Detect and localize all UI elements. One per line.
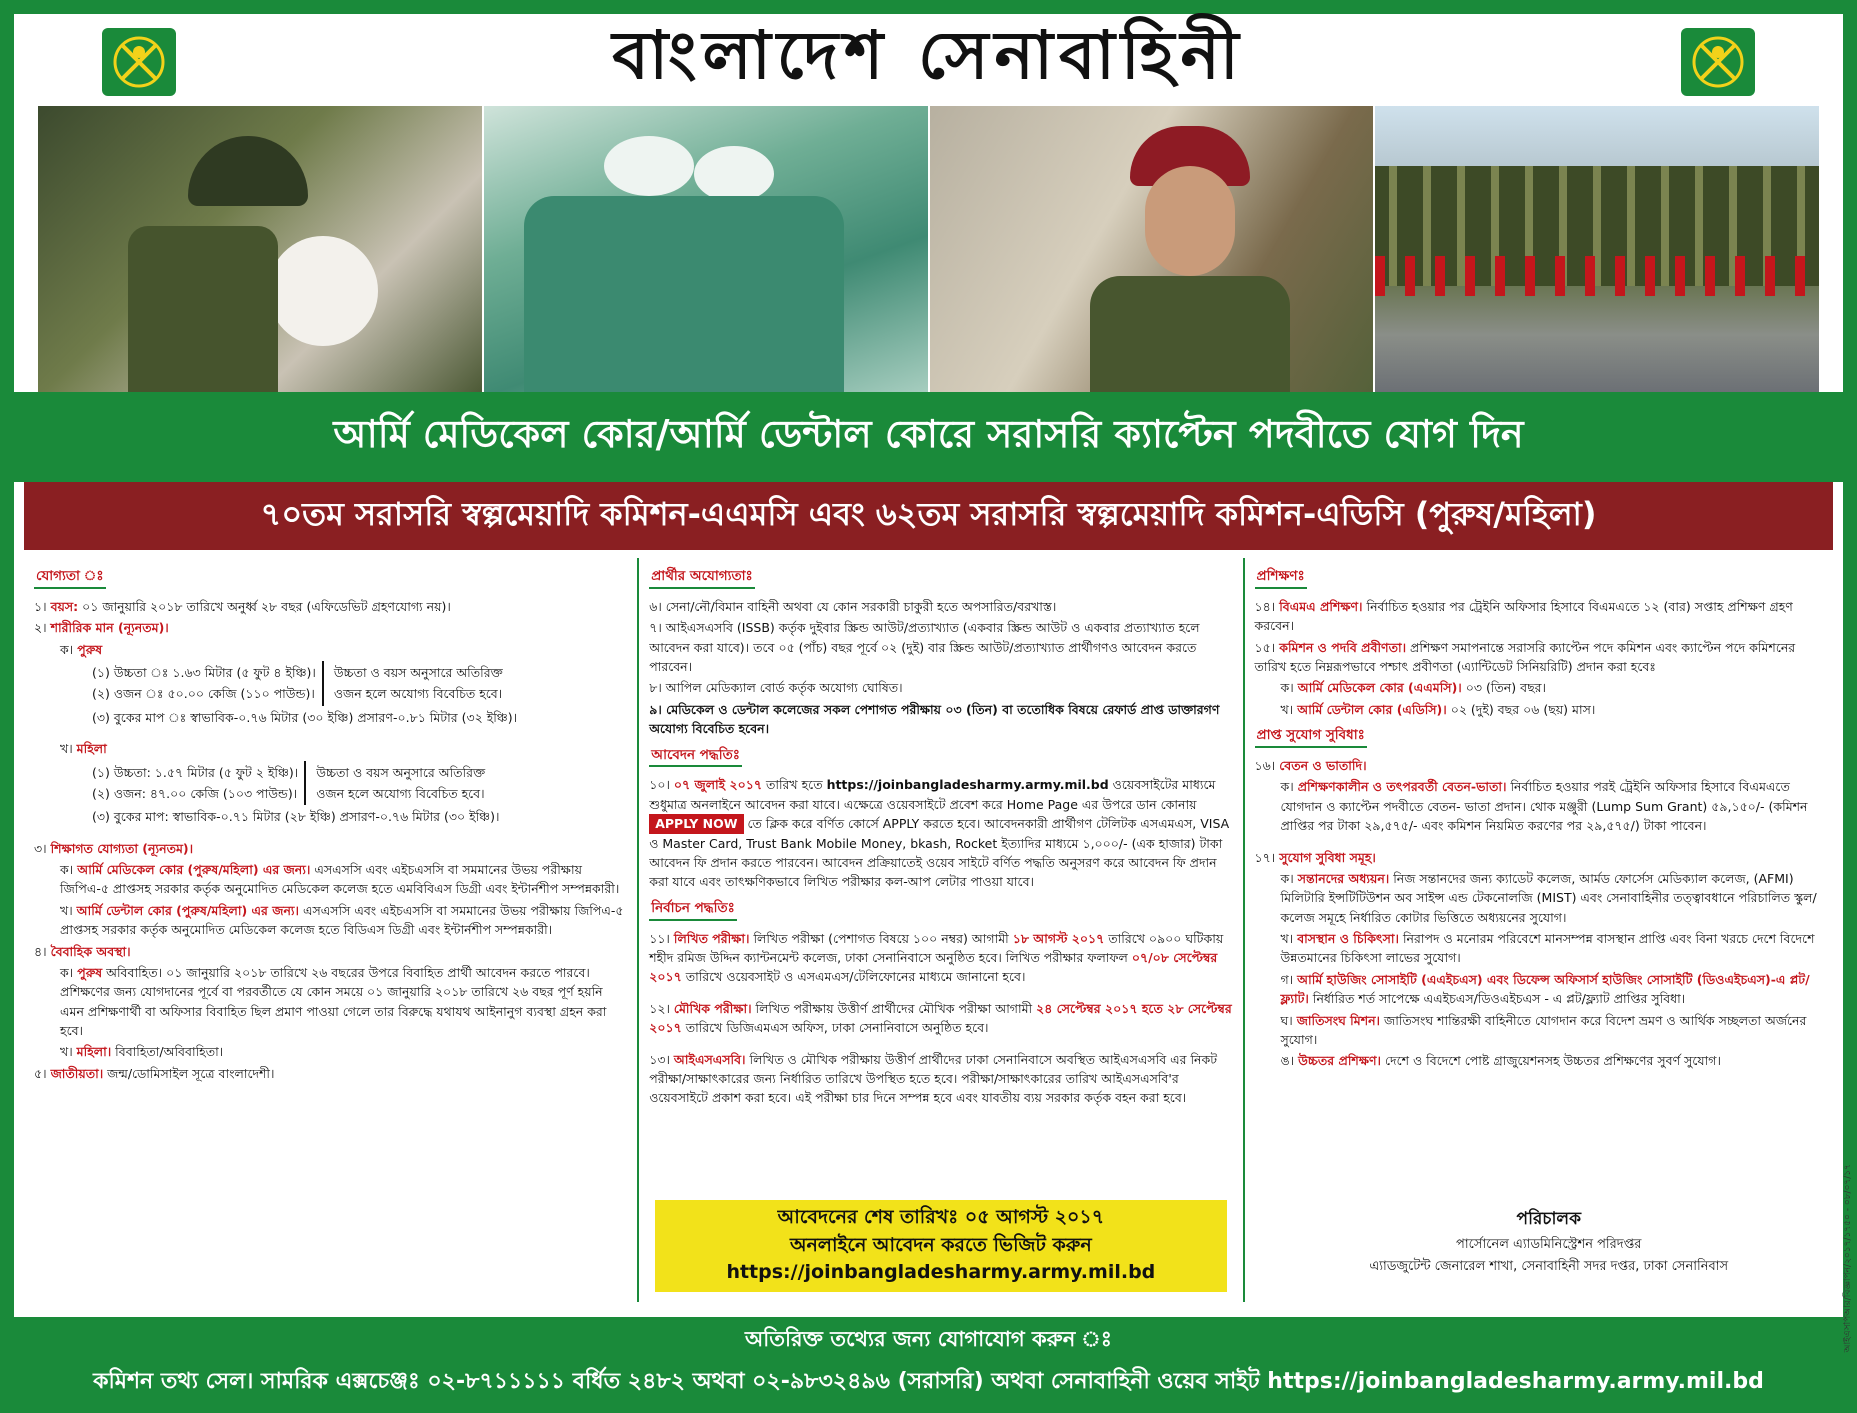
section-heading: প্রাপ্ত সুযোগ সুবিধাঃ [1255, 725, 1367, 748]
female-note: ওজন হলে অযোগ্য বিবেচিত হবে। [316, 785, 485, 801]
sub-title: আর্মি মেডিকেল কোর/আর্মি ডেন্টাল কোরে সরাসরি ক্যাপ্টেন পদবীতে যোগ দিন [333, 412, 1524, 456]
footer-contact-line: কমিশন তথ্য সেল। সামরিক এক্সচেঞ্জঃ ০২-৮৭১১১১১ বর্ধিত ২৪৮২ অথবা ০২-৯৮৩২৪৯৬ (সরাসরি) অথবা সেনাবাহিনী ওয়েব সাইট https://joinbangladesharmy.army.mil.bd [93, 1369, 1764, 1394]
female-chest: (৩) বুকের মাপ: স্বাভাবিক-০.৭১ মিটার (২৮ ইঞ্চি) প্রসারণ-০.৭৬ মিটার (৩০ ইঞ্চি)। [92, 809, 500, 825]
viva-exam: ১২। মৌখিক পরীক্ষা। লিখিত পরীক্ষায় উত্তীর্ণ প্রার্থীদের মৌখিক পরীক্ষা আগামী ২৪ সেপ্টেম্বর ২০১৭ হতে ২৮ সেপ্টেম্বর ২০১৭ তারিখে ডিজিএমএস অফিস, ঢাকা সেনানিবাসে অনুষ্ঠিত হবে। [649, 1000, 1232, 1036]
photo-parade [1375, 106, 1819, 392]
signature-block [1285, 1205, 1813, 1278]
item-marital: ৪। বৈবাহিক অবস্থা। [34, 943, 131, 959]
marital-female: খ। মহিলা। বিবাহিতা/অবিবাহিতা। [60, 1044, 224, 1060]
salary-item: ক। প্রশিক্ষণকালীন ও তৎপরবর্তী বেতন-ভাতা। নির্বাচিত হওয়ার পরই ট্রেইনি অফিসার হিসাবে বিএমএতে যোগদান ও ক্যাপ্টেন পদবীতে বেতন- ভাতা প্রদান। থোক মঞ্জুরী (Lump Sum Grant) ৫৯,১৫০/- (কমিশন প্রাপ্তির পর টাকা ২৯,৫৭৫/- এবং কমিশন নিয়মিত করণের পর ২৯,৫৭৫/) টাকা পাবেন। [1280, 779, 1808, 834]
section-heading: নির্বাচন পদ্ধতিঃ [649, 898, 737, 921]
qualification-column [24, 558, 639, 1302]
deadline-box [655, 1200, 1226, 1292]
photo-strip [38, 106, 1819, 392]
section-heading: আবেদন পদ্ধতিঃ [649, 745, 742, 768]
footer-heading: অতিরিক্ত তথ্যের জন্য যোগাযোগ করুন ঃ [745, 1327, 1112, 1351]
website-link[interactable]: https://joinbangladesharmy.army.mil.bd [826, 777, 1109, 793]
army-emblem-icon [1681, 28, 1755, 96]
item-physical: ২। শারীরিক মান (ন্যূনতম)। [34, 620, 169, 636]
issb-exam: ১৩। আইএসএসবি। লিখিত ও মৌখিক পরীক্ষায় উত্তীর্ণ প্রার্থীদের ঢাকা সেনানিবাসে অবস্থিত আইএসএসবি এর নিকট পরীক্ষা/সাক্ষাৎকারের জন্য নির্ধারিত তারিখে উপস্থিত হতে হবে। পরীক্ষা/সাক্ষাৎকারের তারিখ আইএসএসবি'র ওয়েবসাইটে প্রকাশ করা হবে। এই পরীক্ষা চার দিনে সম্পন্ন হবে এবং যাবতীয় ব্যয় সরকার কর্তৃক বহন করা হবে। [649, 1051, 1218, 1106]
education-amc: ক। আর্মি মেডিকেল কোর (পুরুষ/মহিলা) এর জন্য। এসএসসি এবং এইচএসসি বা সমমানের উভয় পরীক্ষায় জিপিএ-৫ প্রাপ্তসহ সরকার কর্তৃক অনুমোদিত মেডিকেল কলেজ হতে এমবিবিএস ডিগ্রী এবং ইন্টার্নশীপ সম্পন্নকারী। [60, 862, 620, 897]
section-heading: প্রশিক্ষণঃ [1255, 566, 1307, 589]
item-age: ১। বয়স: ০১ জানুয়ারি ২০১৮ তারিখে অনুর্ধ্ব ২৮ বছর (এফিডেভিট গ্রহণযোগ্য নয়)। [34, 598, 451, 614]
female-standards [34, 761, 627, 806]
facility-item: গ। আর্মি হাউজিং সোসাইটি (এএইচএস) এবং ডিফেন্স অফিসার্স হাউজিং সোসাইটি (ডিওএইচএস)-এ প্লট/ফ্ল্যাট। নির্ধারিত শর্ত সাপেক্ষে এএইচএস/ডিওএইচএস - এ প্লট/ফ্ল্যাট প্রাপ্তির সুবিধা। [1280, 971, 1810, 1007]
marital-male: ক। পুরুষ অবিবাহিত। ০১ জানুয়ারি ২০১৮ তারিখে ২৬ বছরের উপরে বিবাহিত প্রার্থী আবেদন করতে পারবে। প্রশিক্ষণের জন্য যোগদানের পূর্বে বা পরবর্তীতে যে কোন সময়ে ০১ জানুয়ারি ২০১৮ তারিখে ২৬ বছর পূর্ণ হয়নি এমন প্রশিক্ষণার্থী বা অফিসার বিবাহিত ছিল প্রমাণ পাওয়া গেলে তার বিরুদ্ধে যথাযথ আইনানুগ ব্যবস্থা গ্রহন করা হবে। [60, 964, 607, 1039]
male-height: (১) উচ্চতা ঃ ১.৬৩ মিটার (৫ ফুট ৪ ইঞ্চি)। [92, 665, 316, 681]
photo-surgery [484, 106, 928, 392]
male-note: উচ্চতা ও বয়স অনুসারে অতিরিক্ত [333, 665, 503, 681]
item-education: ৩। শিক্ষাগত যোগ্যতা (ন্যূনতম)। [34, 840, 194, 856]
seniority-amc: ক। আর্মি মেডিকেল কোর (এএমসি)। ০৩ (তিন) বছর। [1280, 680, 1546, 696]
section-heading: যোগ্যতা ঃ [34, 566, 106, 589]
written-exam: ১১। লিখিত পরীক্ষা। লিখিত পরীক্ষা (পেশাগত বিষয়ে ১০০ নম্বর) আগামী ১৮ আগস্ট ২০১৭ তারিখে ০৯০০ ঘটিকায় শহীদ রমিজ উদ্দিন ক্যান্টনমেন্ট কলেজ, ঢাকা সেনানিবাসে অনুষ্ঠিত হবে। লিখিত পরীক্ষার ফলাফল ০৭/০৮ সেপ্টেম্বর ২০১৭ তারিখে ওয়েবসাইট ও এসএমএস/টেলিফোনের মাধ্যমে জানানো হবে। [649, 930, 1224, 985]
disqualification-item: ৯। মেডিকেল ও ডেন্টাল কলেজের সকল পেশাগত পরীক্ষায় ০৩ (তিন) বা ততোধিক বিষয়ে রেফার্ড প্রাপ্ত ডাক্তারগণ অযোগ্য বিবেচিত হবেন। [649, 701, 1220, 737]
salary-heading: ১৬। বেতন ও ভাতাদি। [1254, 758, 1367, 774]
item-nationality: ৫। জাতীয়তা। জন্ম/ডোমিসাইল সূত্রে বাংলাদেশী। [34, 1065, 275, 1081]
deadline-link[interactable]: https://joinbangladesharmy.army.mil.bd [726, 1261, 1156, 1284]
facilities-heading: ১৭। সুযোগ সুবিধা সমূহ। [1254, 849, 1376, 865]
seniority-adc: খ। আর্মি ডেন্টাল কোর (এডিসি)। ০২ (দুই) বছর ০৬ (ছয়) মাস। [1280, 701, 1596, 717]
deadline-visit: অনলাইনে আবেদন করতে ভিজিট করুন [790, 1233, 1092, 1256]
apply-procedure: ১০। ০৭ জুলাই ২০১৭ তারিখ হতে https://joinbangladesharmy.army.mil.bd ওয়েবসাইটের মাধ্যমে শুধুমাত্র অনলাইনে আবেদন করা যাবে। এক্ষেত্রে ওয়েবসাইটে প্রবেশ করে Home Page এর উপরে ডান কোনায় APPLY NOW তে ক্লিক করে বর্ণিত কোর্সে APPLY করতে হবে। আবেদনকারী প্রার্থীগণ টেলিটক এসএমএস, VISA ও Master Card, Trust Bank Mobile Money, bkash, Rocket ইত্যাদির মাধ্যমে ১,০০০/- (এক হাজার) টাকা আবেদন ফি প্রদান করতে পারবেন। আবেদন প্রক্রিয়াতেই ওয়েব সাইটে বর্ণিত পদ্ধতি অনুসরণ করে আবেদন ফি প্রদান করা যাবে এবং তাৎক্ষণিকভাবে লিখিত পরীক্ষার কল-আপ লেটার পাওয়া যাবে। [649, 777, 1230, 890]
content-columns [24, 558, 1833, 1302]
benefits-column [1245, 558, 1833, 1302]
female-height: (১) উচ্চতা: ১.৫৭ মিটার (৫ ফুট ২ ইঞ্চি)। [92, 764, 299, 780]
female-label: খ। মহিলা [60, 741, 107, 757]
course-banner [24, 482, 1833, 550]
section-heading: প্রার্থীর অযোগ্যতাঃ [649, 566, 755, 589]
signatory-office: পার্সোনেল এ্যাডমিনিস্ট্রেশন পরিদপ্তর [1456, 1236, 1642, 1252]
title-bar [14, 14, 1843, 106]
facility-item: ঘ। জাতিসংঘ মিশন। জাতিসংঘ শান্তিরক্ষী বাহিনীতে যোগদান করে বিদেশ ভ্রমণ ও আর্থিক সচ্ছলতা অর্জনের সুযোগ। [1280, 1012, 1807, 1047]
male-label: ক। পুরুষ [60, 641, 103, 657]
course-title: ৭০তম সরাসরি স্বল্পমেয়াদি কমিশন-এএমসি এবং ৬২তম সরাসরি স্বল্পমেয়াদি কমিশন-এডিসি (পুরুষ/মহিলা) [260, 495, 1597, 533]
sub-title-banner [14, 392, 1843, 482]
female-note: উচ্চতা ও বয়স অনুসারে অতিরিক্ত [316, 764, 486, 780]
disqualification-item: ৭। আইএসএসবি (ISSB) কর্তৃক দুইবার স্ক্রিন্ড আউট/প্রত্যাখ্যাত (একবার স্ক্রিন্ড আউট ও একবার প্রত্যাখ্যাত হলে আবেদন করা যাবে)। তবে ০৫ (পাঁচ) বছর পূর্বে ০২ (দুই) বার স্ক্রিন্ড আউট/প্রত্যাখ্যাত প্রার্থীগণও আবেদন করতে পারবেন। [649, 620, 1200, 675]
female-weight: (২) ওজন: ৪৭.০০ কেজি (১০৩ পাউন্ড)। [92, 785, 298, 801]
facility-item: খ। বাসস্থান ও চিকিৎসা। নিরাপদ ও মনোরম পরিবেশে মানসম্পন্ন বাসস্থান প্রাপ্তি এবং বিনা খরচে দেশে বিদেশে উন্নতমানের চিকিৎসা লাভের সুযোগ। [1280, 931, 1815, 966]
application-column [639, 558, 1244, 1302]
facility-item: ঙ। উচ্চতর প্রশিক্ষণ। দেশে ও বিদেশে পোষ্ট গ্রাজুয়েশনসহ উচ্চতর প্রশিক্ষণের সুবর্ণ সুযোগ। [1280, 1053, 1721, 1069]
photo-medic-soldier [38, 106, 482, 392]
disqualification-item: ৮। আপিল মেডিক্যাল বোর্ড কর্তৃক অযোগ্য ঘোষিত। [649, 680, 903, 696]
signatory-title: পরিচালক [1516, 1208, 1581, 1229]
male-chest: (৩) বুকের মাপ ঃ স্বাভাবিক-০.৭৬ মিটার (৩০ ইঞ্চি) প্রসারণ-০.৮১ মিটার (৩২ ইঞ্চি)। [92, 709, 518, 725]
deadline-date: আবেদনের শেষ তারিখঃ ০৫ আগস্ট ২০১৭ [777, 1206, 1105, 1228]
photo-female-officer [930, 106, 1374, 392]
footer-contact [14, 1317, 1843, 1399]
male-weight: (২) ওজন ঃ ৫০.০০ কেজি (১১০ পাউন্ড)। [92, 686, 315, 702]
commission-seniority: ১৫। কমিশন ও পদবি প্রবীণতা। প্রশিক্ষণ সমাপনান্তে সরাসরি ক্যাপ্টেন পদে কমিশন এবং ক্যাপ্টেন পদে কমিশনের তারিখ হতে নিম্নরূপভাবে পশ্চাৎ প্রবীণতা (এ্যান্টিডেট সিনিয়রিটি) প্রদান করা হবেঃ [1254, 639, 1796, 675]
page-title: বাংলাদেশ সেনাবাহিনী [612, 17, 1245, 94]
bma-training: ১৪। বিএমএ প্রশিক্ষণ। নির্বাচিত হওয়ার পর ট্রেইনি অফিসার হিসাবে বিএমএতে ১২ (বার) সপ্তাহ প্রশিক্ষণ গ্রহণ করবেন। [1254, 598, 1793, 634]
education-adc: খ। আর্মি ডেন্টাল কোর (পুরুষ/মহিলা) এর জন্য। এসএসসি এবং এইচএসসি বা সমমানের উভয় পরীক্ষায় জিপিএ-৫ প্রাপ্তসহ সরকার কর্তৃক অনুমোদিত মেডিকেল কলেজ হতে বিডিএস ডিগ্রী এবং ইন্টার্নশীপ সম্পন্নকারী। [60, 902, 624, 938]
army-emblem-icon [102, 28, 176, 96]
signatory-address: এ্যাডজুটেন্ট জেনারেল শাখা, সেনাবাহিনী সদর দপ্তর, ঢাকা সেনানিবাস [1369, 1258, 1729, 1274]
disqualification-item: ৬। সেনা/নৌ/বিমান বাহিনী অথবা যে কোন সরকারী চাকুরী হতে অপসারিত/বরখাস্ত। [649, 598, 1057, 614]
apply-now-button[interactable]: APPLY NOW [649, 814, 743, 833]
male-standards [34, 661, 627, 706]
facility-item: ক। সন্তানদের অধ্যয়ন। নিজ সন্তানদের জন্য ক্যাডেট কলেজ, আর্মড ফোর্সেস মেডিক্যাল কলেজ, (AFMI) মিলিটারি ইন্সটিটিউশন অব সাইন্স এন্ড টেকনোলজি (MIST) এবং সেনাবাহিনীর তত্ত্বাবধানে পরিচালিত স্কুল/কলেজ সমূহে নির্ধারিত কোটার ভিত্তিতে অধ্যয়নের সুযোগ। [1280, 870, 1817, 925]
reference-note: আইএসপিআর/বিজ্ঞাপন/২০১৭/১৭৫০ - ০৮/০৭/১৭ [1843, 1164, 1853, 1353]
male-note: ওজন হলে অযোগ্য বিবেচিত হবে। [333, 686, 503, 702]
